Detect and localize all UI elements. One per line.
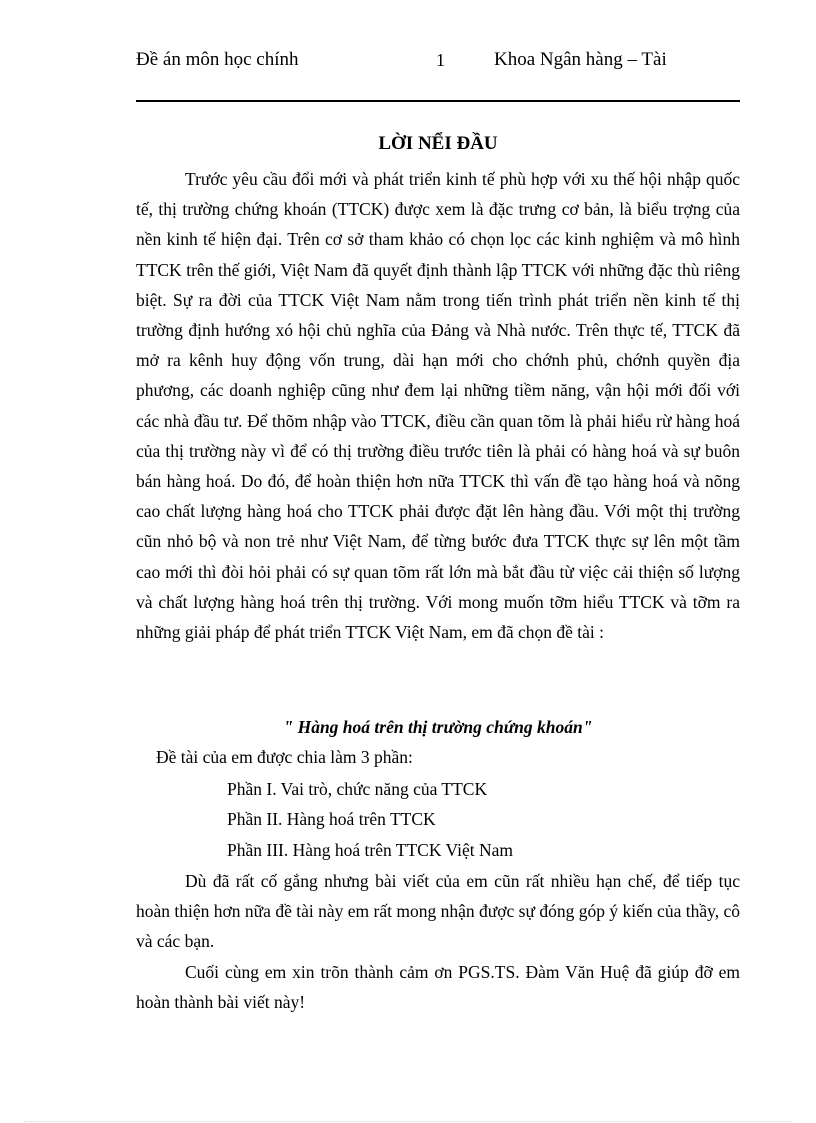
intro-paragraph: Trước yêu cầu đổi mới và phát triển kinh tế phù hợp với xu thế hội nhập quốc tế, thị trường chứng khoán (TTCK) được xem là đặc trưng cơ bản, là biểu trợng của nền kinh tế hiện đại. Trên cơ sở tham khảo có chọn lọc các kinh nghiệm và mô hình TTCK trên thế giới, Việt Nam đã quyết định thành lập TTCK với những đặc thù riêng biệt. Sự ra đời của TTCK Việt Nam nằm trong tiến trình phát triển nền kinh tế thị trường định hướng xó hội chủ nghĩa của Đảng và Nhà nước. Trên thực tế, TTCK đã mở ra kênh huy động vốn trung, dài hạn mới cho chớnh phủ, chớnh quyền địa phương, các doanh nghiệp cũng như đem lại những tiềm năng, vận hội mới đối với các nhà đầu tư. Để thõm nhập vào TTCK, điều cần quan tõm là phải hiểu rừ hàng hoá của thị trường này vì để có thị trường điều trước tiên là phải có hàng hoá và sự buôn bán hàng hoá. Do đó, để hoàn thiện hơn nữa TTCK thì vấn đề tạo hàng hoá và nõng cao chất lượng hàng hoá cho TTCK phải được đặt lên hàng đầu. Với một thị trường cũn nhỏ bộ và non trẻ như Việt Nam, để từng bước đưa TTCK thực sự lên một tầm cao mới thì đòi hỏi phải có sự quan tõm rất lớn mà bắt đầu từ việc cải thiện số lượng và chất lượng hàng hoá trên thị trường. Với mong muốn tỡm hiểu TTCK và tỡm ra những giải pháp để phát triển TTCK Việt Nam, em đã chọn đề tài : bbox=[136, 169, 740, 643]
header-course-label: Đề án môn học chính bbox=[136, 49, 299, 70]
page-header bbox=[136, 48, 740, 102]
header-faculty-label: Khoa Ngân hàng – Tài bbox=[494, 49, 667, 70]
thanks-paragraph: Cuối cùng em xin trõn thành cảm ơn PGS.TS. Đàm Văn Huệ đã giúp đỡ em hoàn thành bài viết này! bbox=[136, 962, 740, 1013]
page-bottom-divider bbox=[24, 1121, 792, 1122]
page-number: 1 bbox=[436, 50, 445, 70]
part-item: Phần I. Vai trò, chức năng của TTCK bbox=[227, 779, 488, 799]
closing-paragraph: Dù đã rất cố gắng nhưng bài viết của em cũn rất nhiều hạn chế, để tiếp tục hoàn thiện hơn nữa đề tài này em rất mong nhận được sự đóng góp ý kiến của thầy, cô và các bạn. bbox=[136, 871, 740, 952]
page-title: LỜI NỂI ĐẦU bbox=[378, 133, 498, 154]
part-item: Phần II. Hàng hoá trên TTCK bbox=[227, 809, 436, 829]
part-item: Phần III. Hàng hoá trên TTCK Việt Nam bbox=[227, 840, 514, 860]
parts-intro: Đề tài của em được chia làm 3 phần: bbox=[156, 747, 413, 767]
topic-title: " Hàng hoá trên thị trường chứng khoán" bbox=[283, 717, 593, 737]
